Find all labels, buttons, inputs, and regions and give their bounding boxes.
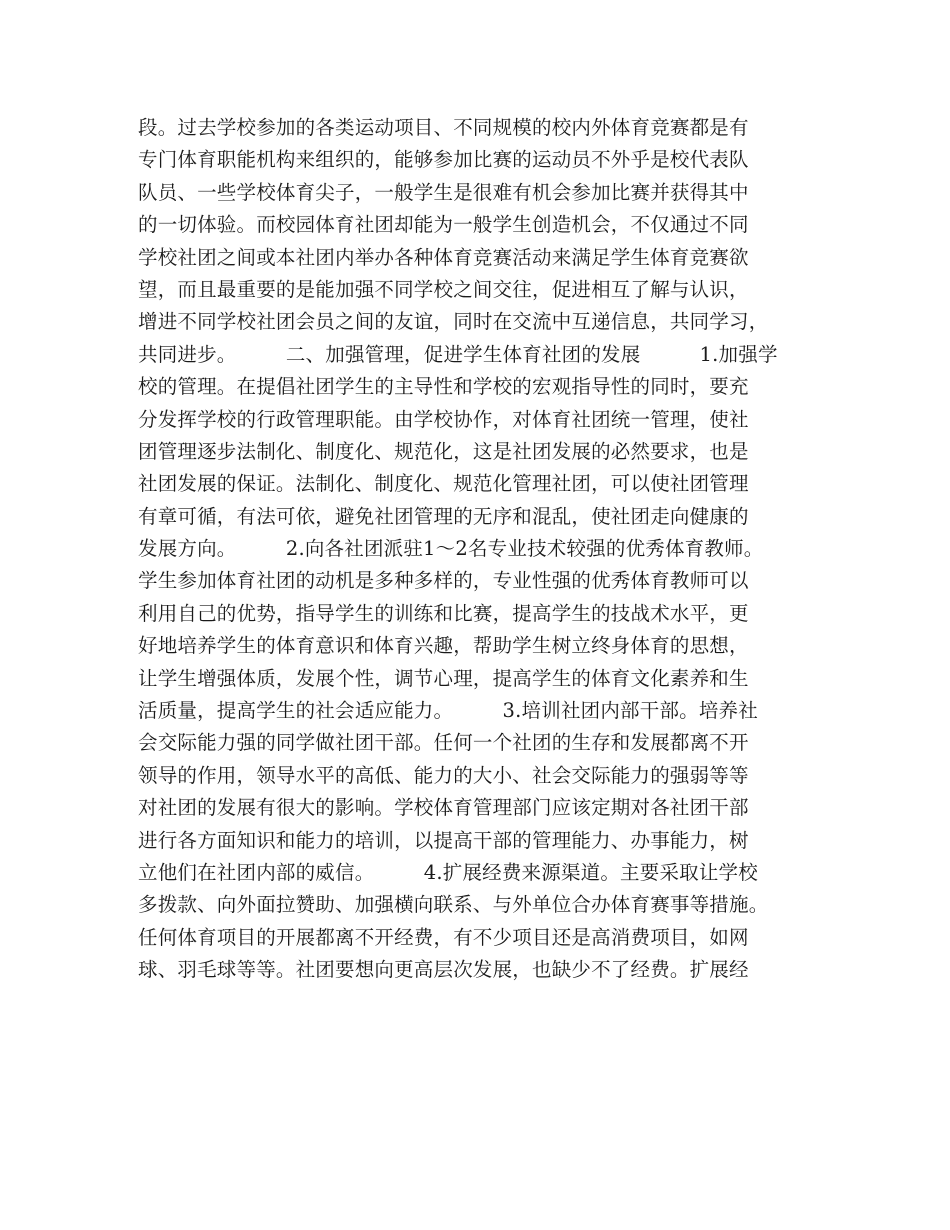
text-line: 多拨款、向外面拉赞助、加强横向联系、与外单位合办体育赛事等措施。 [138, 893, 769, 917]
text-line: 对社团的发展有很大的影响。学校体育管理部门应该定期对各社团干部 [138, 796, 749, 820]
text-line: 球、羽毛球等等。社团要想向更高层次发展，也缺少不了经费。扩展经 [138, 958, 749, 982]
text-line: 利用自己的优势，指导学生的训练和比赛，提高学生的技战术水平，更 [138, 601, 749, 625]
text-line: 发展方向。 2.向各社团派驻1～2名专业技术较强的优秀体育教师。 [138, 537, 764, 561]
text-line: 专门体育职能机构来组织的，能够参加比赛的运动员不外乎是校代表队 [138, 148, 749, 172]
text-line: 望，而且最重要的是能加强不同学校之间交往，促进相互了解与认识， [138, 277, 749, 301]
text-line: 让学生增强体质，发展个性，调节心理，提高学生的体育文化素养和生 [138, 666, 749, 690]
text-line: 会交际能力强的同学做社团干部。任何一个社团的生存和发展都离不开 [138, 731, 749, 755]
text-line: 增进不同学校社团会员之间的友谊，同时在交流中互递信息，共同学习， [138, 310, 769, 334]
text-line: 的一切体验。而校园体育社团却能为一般学生创造机会，不仅通过不同 [138, 213, 749, 237]
text-line: 分发挥学校的行政管理职能。由学校协作，对体育社团统一管理，使社 [138, 407, 749, 431]
text-line: 有章可循，有法可依，避免社团管理的无序和混乱，使社团走向健康的 [138, 504, 749, 528]
text-line: 校的管理。在提倡社团学生的主导性和学校的宏观指导性的同时，要充 [138, 375, 749, 399]
text-line: 好地培养学生的体育意识和体育兴趣，帮助学生树立终身体育的思想， [138, 634, 749, 658]
text-line: 领导的作用，领导水平的高低、能力的大小、社会交际能力的强弱等等 [138, 763, 749, 787]
text-line: 团管理逐步法制化、制度化、规范化，这是社团发展的必然要求，也是 [138, 439, 749, 463]
text-line: 学生参加体育社团的动机是多种多样的，专业性强的优秀体育教师可以 [138, 569, 749, 593]
text-line: 段。过去学校参加的各类运动项目、不同规模的校内外体育竞赛都是有 [138, 116, 749, 139]
text-line: 社团发展的保证。法制化、制度化、规范化管理社团，可以使社团管理 [138, 472, 749, 496]
body-text [138, 112, 828, 987]
text-line: 进行各方面知识和能力的培训，以提高干部的管理能力、办事能力，树 [138, 828, 749, 852]
text-line: 队员、一些学校体育尖子，一般学生是很难有机会参加比赛并获得其中 [138, 180, 749, 204]
text-line: 活质量，提高学生的社会适应能力。 3.培训社团内部干部。培养社 [138, 699, 758, 723]
text-line: 任何体育项目的开展都离不开经费，有不少项目还是高消费项目，如网 [138, 925, 749, 949]
text-line: 共同进步。 二、加强管理，促进学生体育社团的发展 1.加强学 [138, 342, 778, 366]
text-line: 立他们在社团内部的威信。 4.扩展经费来源渠道。主要采取让学校 [138, 860, 758, 884]
text-line: 学校社团之间或本社团内举办各种体育竞赛活动来满足学生体育竞赛欲 [138, 245, 749, 269]
